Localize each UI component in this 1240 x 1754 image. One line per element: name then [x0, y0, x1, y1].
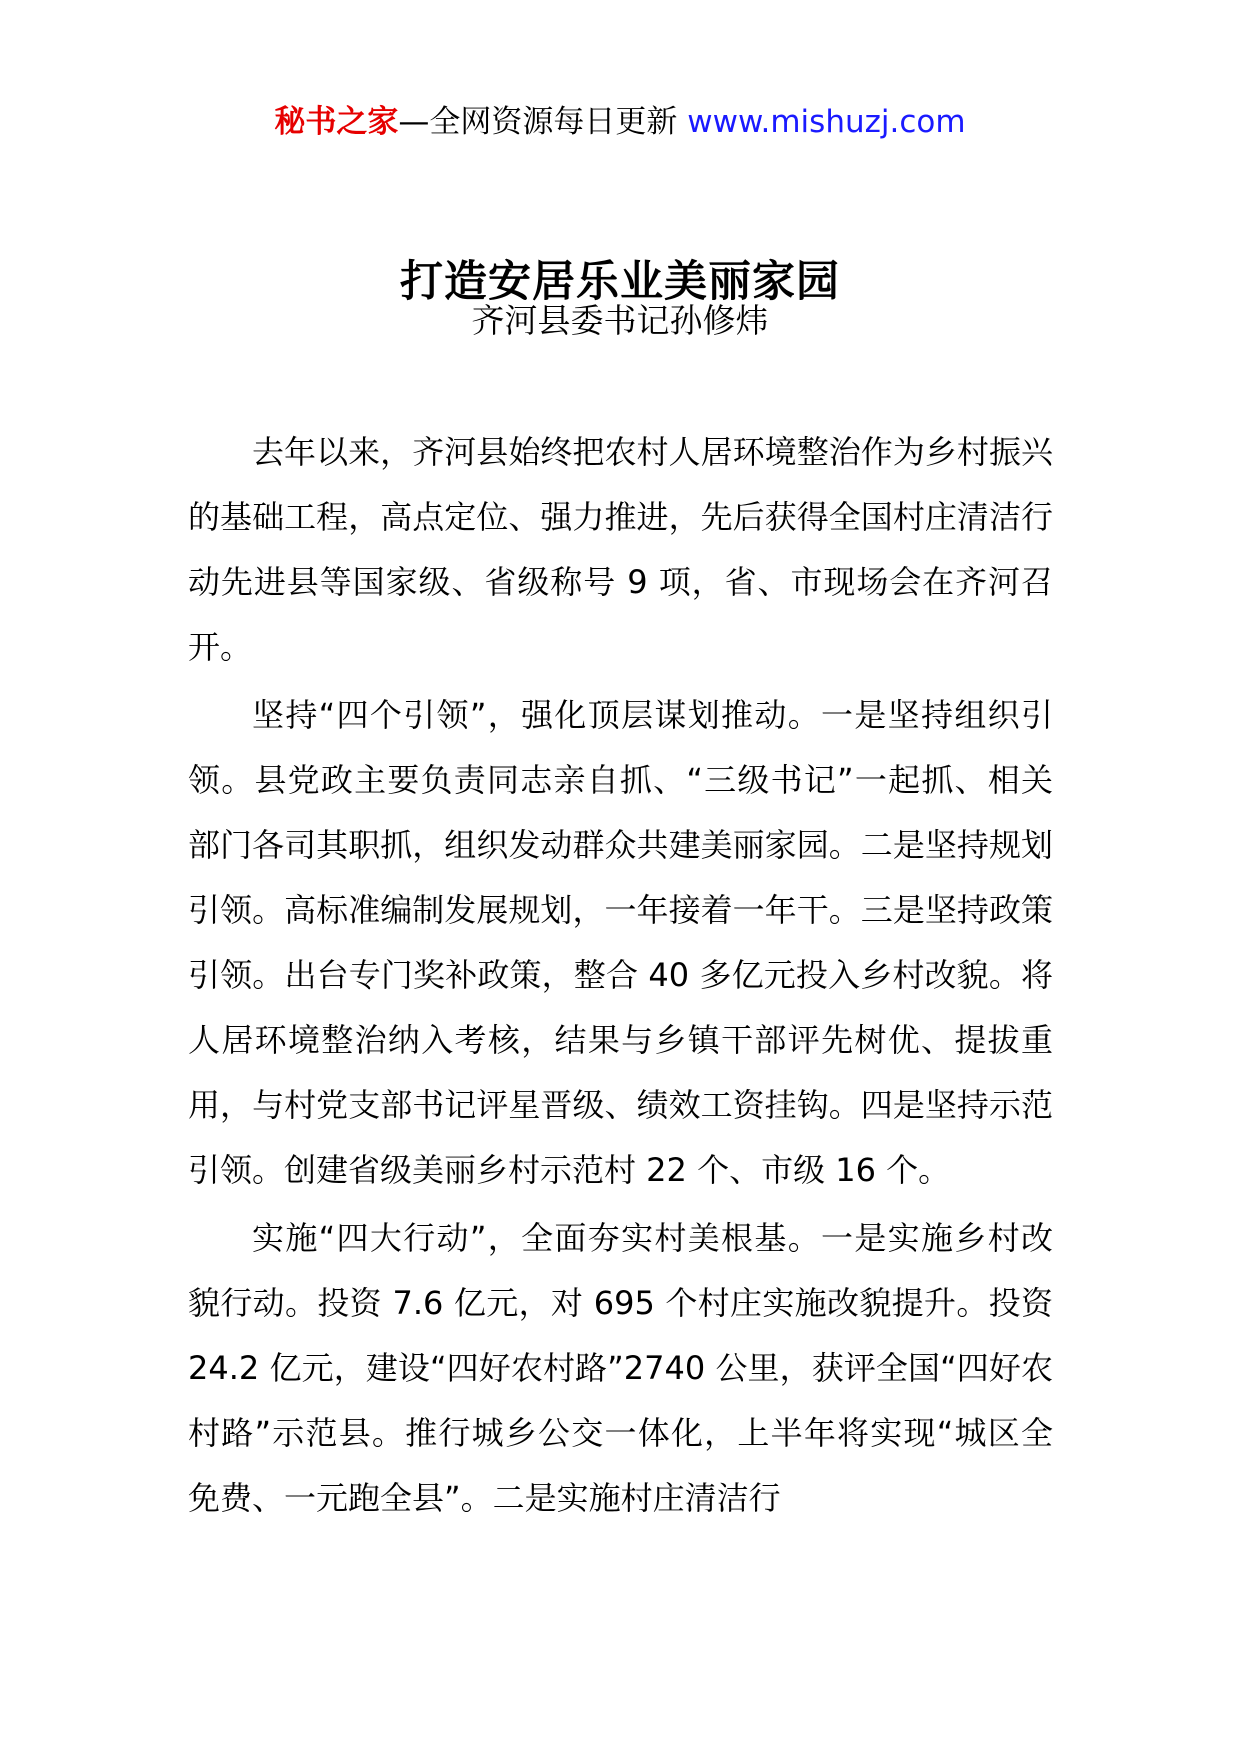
- article-body: [188, 420, 1053, 1534]
- paragraph: 去年以来，齐河县始终把农村人居环境整治作为乡村振兴的基础工程，高点定位、强力推进，先后获得全国村庄清洁行动先进县等国家级、省级称号 9 项，省、市现场会在齐河召开。: [188, 433, 1053, 666]
- site-url-link[interactable]: www.mishuzj.com: [687, 104, 966, 140]
- paragraph: 实施“四大行动”，全面夯实村美根基。一是实施乡村改貌行动。投资 7.6 亿元，对 695 个村庄实施改貌提升。投资 24.2 亿元，建设“四好农村路”2740 公里，获评全国“四好农村路”示范县。推行城乡公交一体化，上半年将实现“城区全免费、一元跑全县”。二是实施村庄清洁行: [188, 1219, 1053, 1517]
- header-tagline: —全网资源每日更新: [398, 104, 688, 140]
- site-header: [0, 100, 1240, 144]
- brand-name: 秘书之家: [274, 104, 399, 140]
- document-byline: 齐河县委书记孙修炜: [471, 301, 769, 340]
- paragraph: 坚持“四个引领”，强化顶层谋划推动。一是坚持组织引领。县党政主要负责同志亲自抓、“三级书记”一起抓、相关部门各司其职抓，组织发动群众共建美丽家园。二是坚持规划引领。高标准编制发展规划，一年接着一年干。三是坚持政策引领。出台专门奖补政策，整合 40 多亿元投入乡村改貌。将人居环境整治纳入考核，结果与乡镇干部评先树优、提拔重用，与村党支部书记评星晋级、绩效工资挂钩。四是坚持示范引领。创建省级美丽乡村示范村 22 个、市级 16 个。: [188, 696, 1053, 1189]
- document-title: 打造安居乐业美丽家园: [400, 256, 840, 307]
